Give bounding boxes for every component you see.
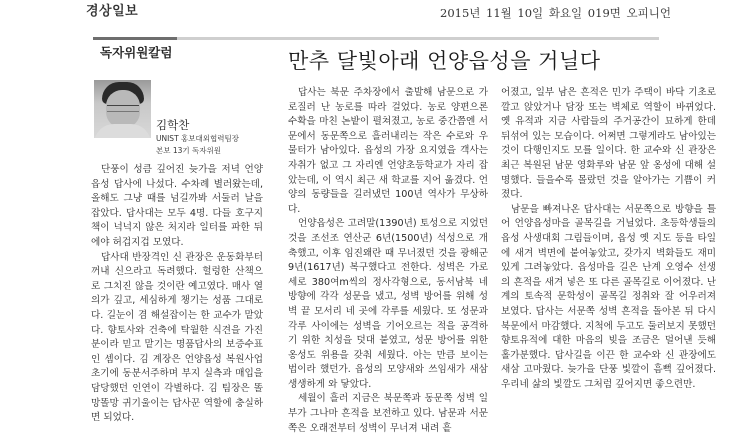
section-rule-accent [93,37,177,40]
article-column-2 [288,86,488,436]
paragraph: 세월이 흘러 지금은 북문쪽과 동문쪽 성벽 일부가 그나마 흔적을 보전하고 있다. 남문과 서문쪽은 오래전부터 성벽이 무너져 내려 흩 [288,393,488,434]
author-role: 본보 13기 독자위원 [156,146,222,155]
paragraph: 남문을 빠져나온 답사대는 서문쪽으로 방향을 틀어 언양읍성마을 골목길을 거닐었다. 초등학생들의 읍성 사생대회 그림들이며, 읍성 옛 지도 등을 타일에 새겨 벽면에 붙여놓았고, 갖가지 벽화들도 재미있게 그려놓았다. 읍성마을 길은 난계 오영수 선생의 흔적을 새겨 넣은 또 다른 골목길로 이어졌다. 난계의 토속적 문학성이 골목길 정취와 잘 어우러져 보였다. 답사는 서문쪽 성벽 흔적을 돌아본 뒤 다시 북문에서 마감했다. 지척에 두고도 둘러보지 못했던 향토유적에 대한 마음의 빚을 조금은 덜어낸 듯해 홀가분했다. 답사길을 이끈 한 교수와 신 관장에도 새삼 고마웠다. 늦가을 단풍 빛깔이 흠뻑 깊어졌다. 우리네 삶의 빛깔도 그처럼 깊어지면 좋으련만. [501,203,716,390]
paragraph: 답사는 북문 주차장에서 출발해 남문으로 가로질러 난 농로를 따라 걸었다. 농로 양편으론 수확을 마친 논밭이 펼쳐졌고, 농로 중간쯤엔 서문에서 동문쪽으로 흘러내리는 작은 수로와 우물터가 남아있다. 읍성의 가장 요지였을 객사는 자취가 없고 그 자리엔 언양초등학교가 자리 잡았는데, 이 역시 최근 새 학교를 지어 옮겼다. 언양의 동량들을 길러냈던 100년 역사가 무상하다. [288,87,488,215]
author-title: UNIST 홍보대외협력팀장 [156,134,239,143]
author-photo [94,80,151,138]
paragraph: 어졌고, 일부 남은 흔적은 민가 주택이 바닥 기초로 깔고 앉았거나 담장 또는 벽체로 역할이 바뀌었다. 옛 유적과 지금 사람들의 주거공간이 묘하게 한데 뒤섞여 있는 모습이다. 어쩌면 그렇게라도 남아있는 것이 다행인지도 모를 일이다. 한 교수와 신 관장은 최근 복원된 남문 영화루와 남문 앞 옹성에 대해 설명했다. 들을수록 몰랐던 것을 알아가는 기쁨이 커졌다. [501,87,716,201]
photo-glasses [107,105,139,112]
author-name: 김학찬 [156,118,190,132]
dateline: 2015년 11월 10일 화요일 019면 오피니언 [440,6,671,20]
article-column-3 [501,86,716,392]
paragraph: 답사대 반장격인 신 관장은 운동화부터 꺼내 신으라고 독려했다. 헐렁한 산책으로 그치진 않을 것이란 예고였다. 매사 열의가 깊고, 세심하게 챙기는 성품 그대로다. 길눈이 겸 해설잡이는 한 교수가 맡았다. 향토사와 건축에 탁월한 식견을 가진 분이라 믿고 맡기는 명품답사의 보증수표인 셈이다. 김 계장은 언양읍성 복원사업 초기에 동분서주하며 부지 실측과 매입을 담당했던 인연이 각별하다. 김 팀장은 똘망똘망 귀기울이는 답사꾼 역할에 충실하면 되었다. [91,251,263,424]
section-rule [177,37,659,40]
article-headline: 만추 달빛아래 언양읍성을 거닐다 [288,49,601,73]
paragraph: 언양읍성은 고려말(1390년) 토성으로 지었던 것을 조선조 연산군 6년(1500년) 석성으로 개축했고, 이후 임진왜란 때 무너졌던 것을 광해군 9년(1617년) 복구했다고 전한다. 성벽은 가로 세로 380여m씩의 정사각형으로, 동서남북 네 방향에 각각 성문을 냈고, 성벽 방어를 위해 성벽 끝 모서리 네 곳에 각루를 세웠다. 또 성문과 각루 사이에는 성벽을 기어오르는 적을 공격하기 위한 치성을 덧대 붙였고, 성문 방어를 위한 옹성도 위용을 갖춰 세웠다. 아는 만큼 보이는 법이라 했던가. 읍성의 모양새와 쓰임새가 새삼 생생하게 와 닿았다. [288,218,488,390]
section-label: 독자위원칼럼 [100,45,173,60]
newspaper-name: 경상일보 [86,4,139,19]
paragraph: 단풍이 성큼 깊어진 늦가을 저녁 언양읍성 답사에 나섰다. 수차례 별러왔는데, 올해도 그냥 때를 넘길까봐 서둘러 날을 잡았다. 답사대는 모두 4명. 다들 호구지책이 넉넉지 않은 처지라 일터를 파한 뒤에야 허겁지겁 모였다. [91,164,263,248]
photo-shoulders [94,124,151,138]
article-column-1 [91,163,263,426]
